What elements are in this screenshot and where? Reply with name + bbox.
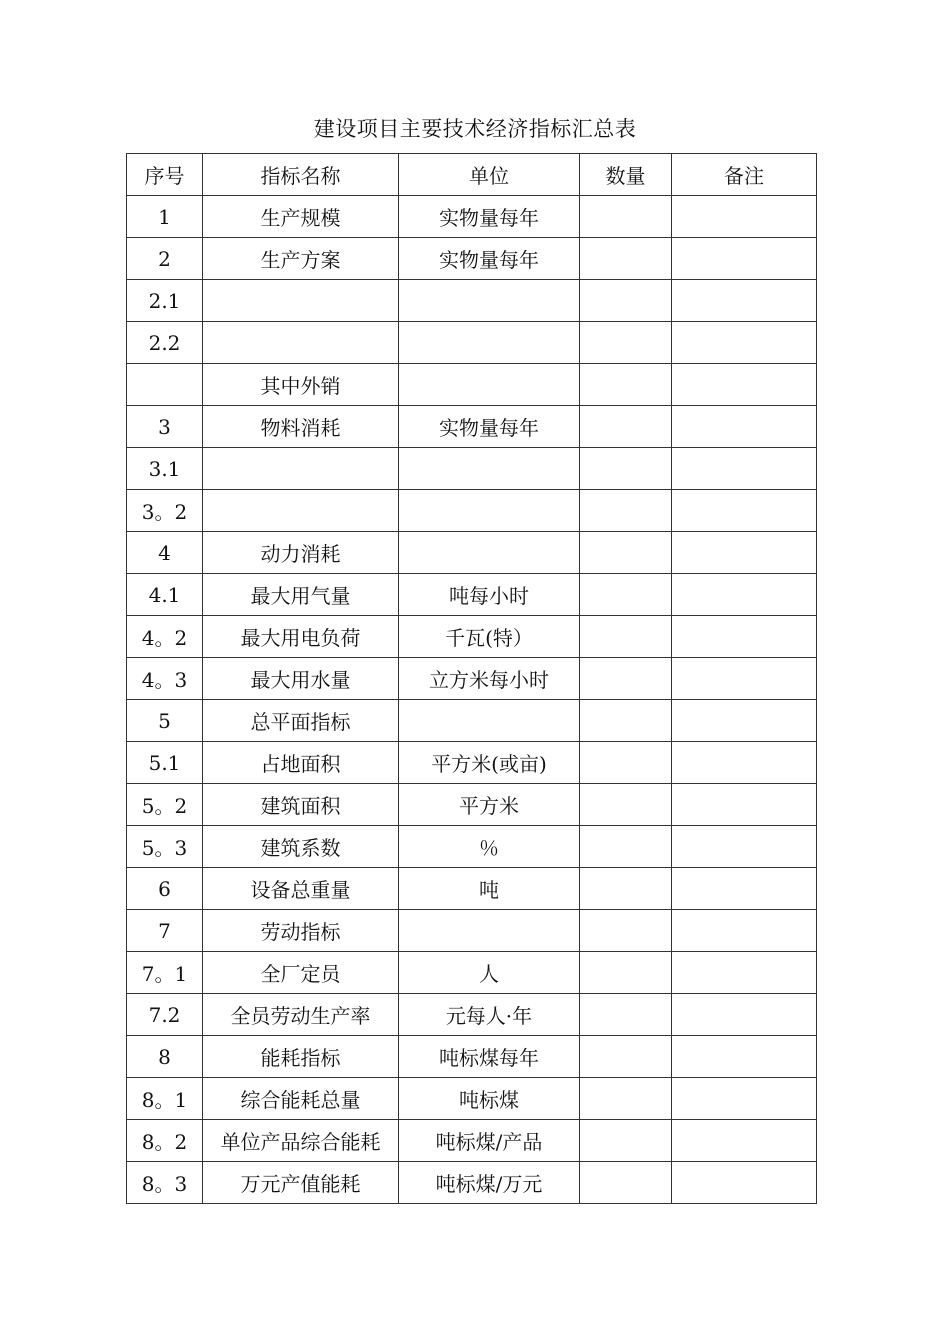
- cell-indicator-name: 设备总重量: [203, 868, 399, 910]
- cell-remarks: [672, 322, 817, 364]
- table-row: [127, 616, 817, 658]
- column-header-serial: 序号: [127, 154, 203, 196]
- cell-unit: 吨: [399, 868, 580, 910]
- cell-serial: 6: [127, 868, 203, 910]
- cell-indicator-name: [203, 448, 399, 490]
- cell-indicator-name: 占地面积: [203, 742, 399, 784]
- table-row: [127, 448, 817, 490]
- table-row: [127, 364, 817, 406]
- cell-serial: 5。3: [127, 826, 203, 868]
- cell-remarks: [672, 1120, 817, 1162]
- cell-serial: 7: [127, 910, 203, 952]
- cell-quantity: [580, 784, 672, 826]
- cell-remarks: [672, 616, 817, 658]
- cell-remarks: [672, 532, 817, 574]
- cell-unit: 人: [399, 952, 580, 994]
- cell-quantity: [580, 490, 672, 532]
- cell-remarks: [672, 196, 817, 238]
- table-body: [127, 196, 817, 1204]
- cell-unit: 实物量每年: [399, 238, 580, 280]
- cell-indicator-name: 最大用气量: [203, 574, 399, 616]
- cell-unit: 平方米(或亩): [399, 742, 580, 784]
- cell-quantity: [580, 658, 672, 700]
- cell-serial: 2: [127, 238, 203, 280]
- table-row: [127, 952, 817, 994]
- cell-remarks: [672, 238, 817, 280]
- cell-serial: 4.1: [127, 574, 203, 616]
- table-row: [127, 1162, 817, 1204]
- table-row: [127, 196, 817, 238]
- cell-indicator-name: [203, 280, 399, 322]
- cell-serial: 1: [127, 196, 203, 238]
- cell-unit: 千瓦(特）: [399, 616, 580, 658]
- cell-quantity: [580, 1120, 672, 1162]
- cell-remarks: [672, 280, 817, 322]
- cell-unit: [399, 364, 580, 406]
- column-header-unit: 单位: [399, 154, 580, 196]
- cell-quantity: [580, 868, 672, 910]
- cell-serial: [127, 364, 203, 406]
- cell-unit: 元每人·年: [399, 994, 580, 1036]
- cell-serial: 5。2: [127, 784, 203, 826]
- cell-quantity: [580, 910, 672, 952]
- document-title: 建设项目主要技术经济指标汇总表: [313, 117, 637, 141]
- cell-serial: 4: [127, 532, 203, 574]
- cell-indicator-name: 其中外销: [203, 364, 399, 406]
- cell-indicator-name: 全厂定员: [203, 952, 399, 994]
- cell-indicator-name: [203, 322, 399, 364]
- cell-serial: 3: [127, 406, 203, 448]
- table-row: [127, 322, 817, 364]
- cell-quantity: [580, 574, 672, 616]
- cell-quantity: [580, 322, 672, 364]
- cell-remarks: [672, 1078, 817, 1120]
- table-row: [127, 994, 817, 1036]
- cell-indicator-name: 动力消耗: [203, 532, 399, 574]
- cell-unit: [399, 322, 580, 364]
- cell-quantity: [580, 406, 672, 448]
- cell-quantity: [580, 364, 672, 406]
- cell-indicator-name: 万元产值能耗: [203, 1162, 399, 1204]
- cell-serial: 2.2: [127, 322, 203, 364]
- cell-remarks: [672, 784, 817, 826]
- table-row: [127, 910, 817, 952]
- cell-remarks: [672, 364, 817, 406]
- cell-quantity: [580, 196, 672, 238]
- table-row: [127, 280, 817, 322]
- cell-remarks: [672, 658, 817, 700]
- table-row: [127, 868, 817, 910]
- cell-serial: 4。2: [127, 616, 203, 658]
- cell-remarks: [672, 868, 817, 910]
- cell-unit: [399, 448, 580, 490]
- cell-remarks: [672, 1036, 817, 1078]
- cell-unit: 吨标煤: [399, 1078, 580, 1120]
- cell-remarks: [672, 406, 817, 448]
- cell-remarks: [672, 448, 817, 490]
- cell-quantity: [580, 994, 672, 1036]
- cell-unit: 吨标煤每年: [399, 1036, 580, 1078]
- cell-remarks: [672, 952, 817, 994]
- cell-indicator-name: 生产方案: [203, 238, 399, 280]
- cell-quantity: [580, 616, 672, 658]
- indicator-summary-table: [126, 153, 817, 1204]
- cell-quantity: [580, 826, 672, 868]
- cell-quantity: [580, 1036, 672, 1078]
- table-row: [127, 1036, 817, 1078]
- cell-quantity: [580, 1162, 672, 1204]
- cell-quantity: [580, 238, 672, 280]
- cell-unit: 吨标煤/万元: [399, 1162, 580, 1204]
- table-row: [127, 742, 817, 784]
- cell-unit: [399, 490, 580, 532]
- cell-quantity: [580, 280, 672, 322]
- cell-indicator-name: 建筑面积: [203, 784, 399, 826]
- table-row: [127, 784, 817, 826]
- cell-serial: 7。1: [127, 952, 203, 994]
- cell-unit: 吨每小时: [399, 574, 580, 616]
- cell-unit: [399, 280, 580, 322]
- cell-serial: 8。3: [127, 1162, 203, 1204]
- column-header-indicator-name: 指标名称: [203, 154, 399, 196]
- cell-indicator-name: 综合能耗总量: [203, 1078, 399, 1120]
- cell-remarks: [672, 994, 817, 1036]
- cell-quantity: [580, 1078, 672, 1120]
- cell-unit: ％: [399, 826, 580, 868]
- cell-indicator-name: 生产规模: [203, 196, 399, 238]
- table-row: [127, 826, 817, 868]
- cell-serial: 2.1: [127, 280, 203, 322]
- cell-remarks: [672, 910, 817, 952]
- cell-unit: 实物量每年: [399, 406, 580, 448]
- cell-unit: 平方米: [399, 784, 580, 826]
- cell-unit: [399, 910, 580, 952]
- cell-indicator-name: 最大用电负荷: [203, 616, 399, 658]
- cell-quantity: [580, 448, 672, 490]
- cell-serial: 7.2: [127, 994, 203, 1036]
- cell-remarks: [672, 742, 817, 784]
- cell-remarks: [672, 574, 817, 616]
- cell-serial: 3.1: [127, 448, 203, 490]
- cell-serial: 8: [127, 1036, 203, 1078]
- table-row: [127, 1078, 817, 1120]
- cell-serial: 8。1: [127, 1078, 203, 1120]
- cell-indicator-name: 建筑系数: [203, 826, 399, 868]
- table-row: [127, 574, 817, 616]
- table-row: [127, 532, 817, 574]
- table-row: [127, 406, 817, 448]
- cell-unit: 立方米每小时: [399, 658, 580, 700]
- table-row: [127, 658, 817, 700]
- column-header-quantity: 数量: [580, 154, 672, 196]
- cell-unit: 实物量每年: [399, 196, 580, 238]
- cell-serial: 8。2: [127, 1120, 203, 1162]
- cell-indicator-name: 单位产品综合能耗: [203, 1120, 399, 1162]
- table-row: [127, 238, 817, 280]
- cell-remarks: [672, 490, 817, 532]
- table-header-row: [127, 154, 817, 196]
- cell-quantity: [580, 952, 672, 994]
- cell-unit: [399, 700, 580, 742]
- cell-unit: 吨标煤/产品: [399, 1120, 580, 1162]
- cell-indicator-name: 能耗指标: [203, 1036, 399, 1078]
- table-row: [127, 490, 817, 532]
- cell-indicator-name: 劳动指标: [203, 910, 399, 952]
- cell-serial: 5.1: [127, 742, 203, 784]
- table-row: [127, 700, 817, 742]
- cell-quantity: [580, 742, 672, 784]
- cell-quantity: [580, 700, 672, 742]
- table-row: [127, 1120, 817, 1162]
- cell-indicator-name: 全员劳动生产率: [203, 994, 399, 1036]
- cell-remarks: [672, 826, 817, 868]
- cell-indicator-name: [203, 490, 399, 532]
- cell-indicator-name: 最大用水量: [203, 658, 399, 700]
- cell-serial: 4。3: [127, 658, 203, 700]
- cell-indicator-name: 物料消耗: [203, 406, 399, 448]
- cell-serial: 5: [127, 700, 203, 742]
- cell-remarks: [672, 1162, 817, 1204]
- cell-quantity: [580, 532, 672, 574]
- cell-serial: 3。2: [127, 490, 203, 532]
- cell-remarks: [672, 700, 817, 742]
- column-header-remarks: 备注: [672, 154, 817, 196]
- cell-unit: [399, 532, 580, 574]
- cell-indicator-name: 总平面指标: [203, 700, 399, 742]
